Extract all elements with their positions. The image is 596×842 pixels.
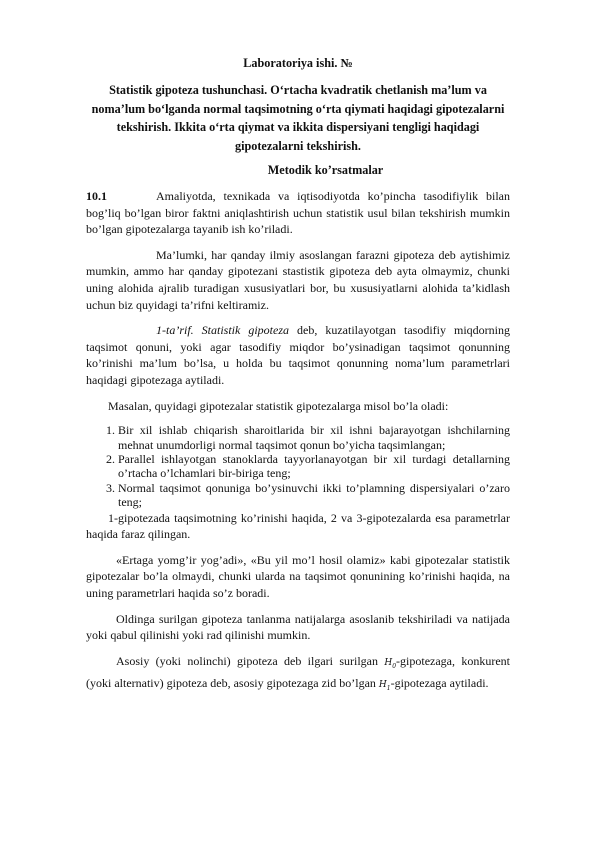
method-title: Metodik ko’rsatmalar <box>267 163 384 177</box>
text-fragment: -gipotezaga, konkurent (yoki alternativ) gipoteza deb, asosiy gipotezaga zid bo’lgan <box>86 653 510 691</box>
paragraph-hypothesis-types: 1-gipotezada taqsimotning ko’rinishi haqida, 2 va 3-gipotezalarda esa parametrlar haqida faraz qilingan. <box>86 510 510 542</box>
lab-title: Laboratoriya ishi. № <box>243 56 353 70</box>
paragraph-non-statistical: «Ertaga yomg’ir yog’adi», «Bu yil mo’l hosil olamiz» kabi gipotezalar statistik gipotezalar bo’la olmaydi, chunki ularda na taqsimot qonunining ko’rinishi haqida, na uning parametrlari haqida so’z boradi. <box>86 552 510 600</box>
text-fragment: -gipotezaga aytiladi. <box>390 676 489 691</box>
paragraph-intro-text: Amaliyotda, texnikada va iqtisodiyotda ko’pincha tasodifiylik bilan bog’liq bo’lgan biror faktni aniqlashtirish uchun statistik usul bilan tekshirish mumkin bo’lgan gipotezalarga tayanib ish ko’riladi. <box>86 189 510 237</box>
definition-text: deb, kuzatilayotgan tasodifiy miqdorning taqsimot qonuni, yoki agar tasodifiy miqdor bo’ysinadigan taqsimot qonunning ko’rinishi ma’lum bo’lsa, u holda bu taqsimot qonunning noma’lum parametrlari haqidagi gipotezaga aytiladi. <box>86 323 510 387</box>
paragraph-scientific-hypothesis: Ma’lumki, har qanday ilmiy asoslangan farazni gipoteza deb aytishimiz mumkin, ammo har qanday gipotezani stastistik gipoteza deb ayta olmaymiz, chunki uning alohida ajralib turadigan xususiyatlari bor, bu xususiyatlarni alohida ta’kidlash uchun biz quyidagi ta’rifni keltiramiz. <box>86 247 510 312</box>
hypothesis-list <box>86 423 510 509</box>
paragraph-null-alternative <box>86 653 510 698</box>
definition-label: 1-ta’rif. Statistik gipoteza <box>156 323 290 338</box>
paragraph-examples-intro: Masalan, quyidagi gipotezalar statistik gipotezalarga misol bo’la oladi: <box>108 398 449 413</box>
paragraph-testing: Oldinga surilgan gipoteza tanlanma natijalarga asoslanib tekshiriladi va natijada yoki qabul qilinishi yoki rad qilinishi mumkin. <box>86 611 510 643</box>
section-number: 10.1 <box>86 189 107 203</box>
list-item: 2. Parallel ishlayotgan stanoklarda tayyorlanayotgan bir xil turdagi detallarning o’rtacha o’lchamlari bir-biriga teng; <box>118 452 510 481</box>
main-title: Statistik gipoteza tushunchasi. O‘rtacha kvadratik chetlanish ma’lum va noma’lum bo‘lganda normal taqsimotning o‘rta qiymati haqidagi gipotezalarni tekshirish. Ikkita o‘rta qiymat va ikkita dispersiyani tengligi haqidagi gipotezalarni tekshirish. <box>91 83 505 153</box>
text-fragment: Asosiy (yoki nolinchi) gipoteza deb ilgari surilgan <box>116 653 385 668</box>
h0-symbol: $H_0$ <box>384 657 397 670</box>
h1-symbol: $H_1$ <box>378 680 391 692</box>
paragraph-definition <box>86 322 510 388</box>
list-item: 3. Normal taqsimot qonuniga bo’ysinuvchi ikki to’plamning dispersiyalari o’zaro teng; <box>118 481 510 510</box>
list-item: 1. Bir xil ishlab chiqarish sharoitlarida bir xil ishni bajarayotgan ishchilarning mehnat unumdorligi normal taqsimot qonun bo’yicha taqsimlangan; <box>118 423 510 452</box>
paragraph-intro <box>86 188 510 238</box>
